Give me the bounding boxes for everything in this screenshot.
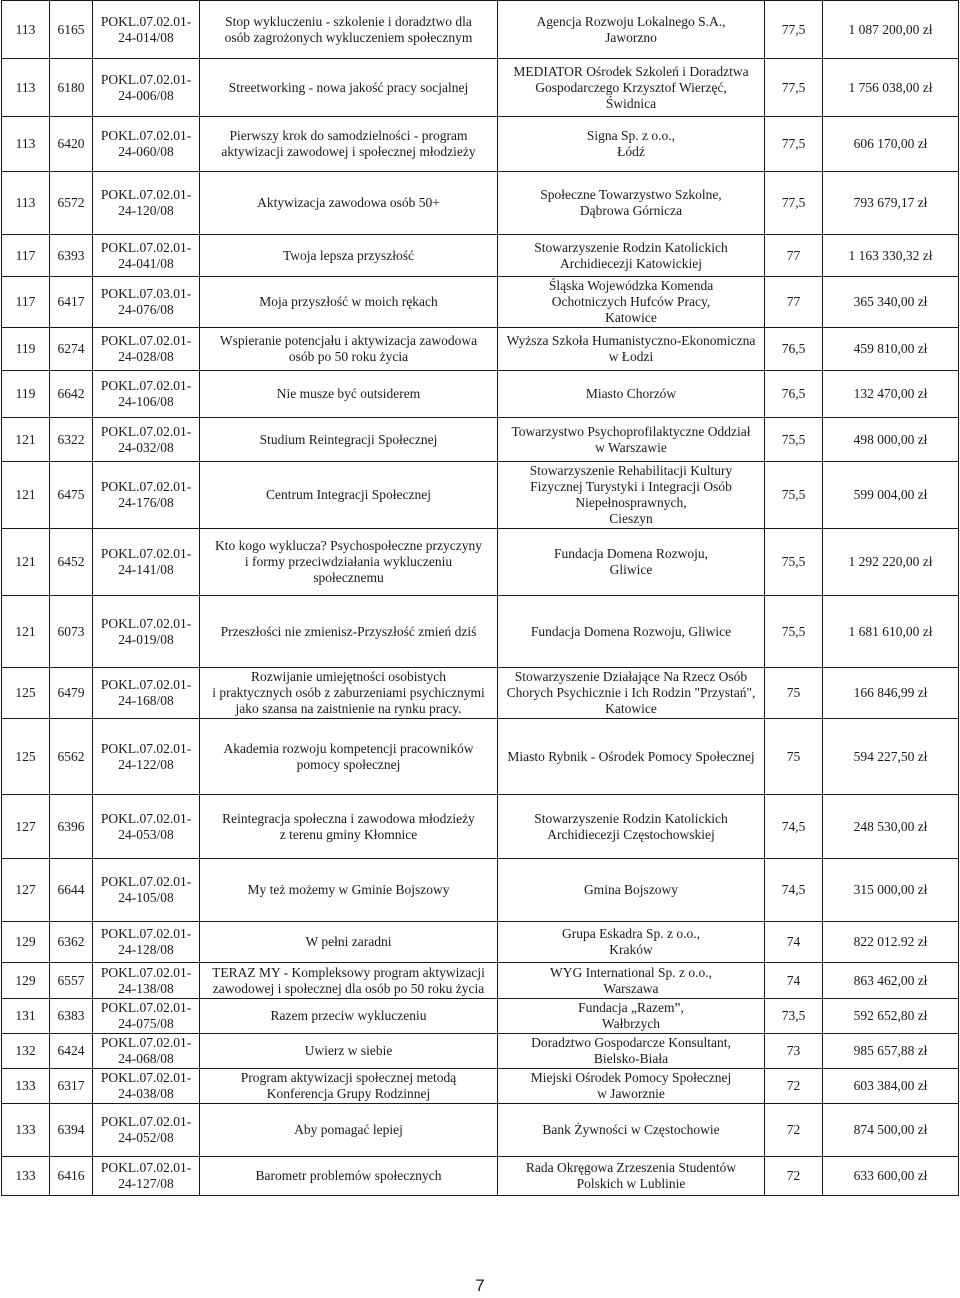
cell-points: 76,5 <box>765 328 823 371</box>
table-row <box>2 1157 959 1196</box>
cell-applicant: Miejski Ośrodek Pomocy Społecznej w Jaworznie <box>498 1069 765 1104</box>
cell-points: 75,5 <box>765 462 823 529</box>
cell-application-id: 6396 <box>50 795 93 859</box>
cell-project-number: POKL.07.02.01- 24-105/08 <box>93 859 200 922</box>
cell-project-title: Akademia rozwoju kompetencji pracowników pomocy społecznej <box>200 719 498 795</box>
cell-project-number: POKL.07.02.01- 24-019/08 <box>93 596 200 668</box>
cell-amount: 592 652,80 zł <box>823 999 959 1034</box>
cell-applicant: Doradztwo Gospodarcze Konsultant, Bielsko-Biała <box>498 1034 765 1069</box>
table-row <box>2 1104 959 1157</box>
cell-amount: 822 012.92 zł <box>823 922 959 963</box>
cell-amount: 459 810,00 zł <box>823 328 959 371</box>
cell-applicant: Społeczne Towarzystwo Szkolne, Dąbrowa Górnicza <box>498 172 765 235</box>
cell-position: 121 <box>2 418 50 462</box>
cell-application-id: 6420 <box>50 117 93 172</box>
cell-applicant: Agencja Rozwoju Lokalnego S.A., Jaworzno <box>498 1 765 59</box>
cell-project-title: Przeszłości nie zmienisz-Przyszłość zmień dziś <box>200 596 498 668</box>
cell-points: 77,5 <box>765 172 823 235</box>
cell-project-number: POKL.07.02.01- 24-041/08 <box>93 235 200 277</box>
cell-amount: 793 679,17 zł <box>823 172 959 235</box>
table-row <box>2 1 959 59</box>
cell-application-id: 6557 <box>50 963 93 999</box>
cell-amount: 498 000,00 zł <box>823 418 959 462</box>
table-row <box>2 795 959 859</box>
cell-position: 133 <box>2 1069 50 1104</box>
cell-position: 127 <box>2 859 50 922</box>
cell-project-title: Aby pomagać lepiej <box>200 1104 498 1157</box>
cell-position: 129 <box>2 922 50 963</box>
cell-points: 77,5 <box>765 117 823 172</box>
cell-project-number: POKL.07.02.01- 24-052/08 <box>93 1104 200 1157</box>
cell-amount: 874 500,00 zł <box>823 1104 959 1157</box>
cell-project-title: Twoja lepsza przyszłość <box>200 235 498 277</box>
cell-application-id: 6383 <box>50 999 93 1034</box>
cell-application-id: 6452 <box>50 529 93 596</box>
cell-position: 133 <box>2 1104 50 1157</box>
cell-position: 131 <box>2 999 50 1034</box>
cell-amount: 1 292 220,00 zł <box>823 529 959 596</box>
cell-application-id: 6572 <box>50 172 93 235</box>
table-row <box>2 172 959 235</box>
cell-applicant: Miasto Rybnik - Ośrodek Pomocy Społecznej <box>498 719 765 795</box>
cell-position: 113 <box>2 117 50 172</box>
cell-project-title: Aktywizacja zawodowa osób 50+ <box>200 172 498 235</box>
cell-points: 77 <box>765 277 823 328</box>
cell-position: 113 <box>2 172 50 235</box>
cell-applicant: Bank Żywności w Częstochowie <box>498 1104 765 1157</box>
cell-project-title: Wspieranie potencjału i aktywizacja zawodowa osób po 50 roku życia <box>200 328 498 371</box>
cell-project-title: Rozwijanie umiejętności osobistych i praktycznych osób z zaburzeniami psychicznymi jako szansa na zaistnienie na rynku pracy. <box>200 668 498 719</box>
cell-applicant: Rada Okręgowa Zrzeszenia Studentów Polskich w Lublinie <box>498 1157 765 1196</box>
cell-application-id: 6644 <box>50 859 93 922</box>
cell-project-number: POKL.07.02.01- 24-120/08 <box>93 172 200 235</box>
cell-position: 121 <box>2 462 50 529</box>
cell-amount: 166 846,99 zł <box>823 668 959 719</box>
cell-application-id: 6416 <box>50 1157 93 1196</box>
cell-project-number: POKL.07.02.01- 24-060/08 <box>93 117 200 172</box>
cell-application-id: 6362 <box>50 922 93 963</box>
cell-amount: 1 756 038,00 zł <box>823 59 959 117</box>
projects-table <box>1 0 959 1196</box>
cell-application-id: 6322 <box>50 418 93 462</box>
cell-applicant: Stowarzyszenie Rodzin Katolickich Archidiecezji Katowickiej <box>498 235 765 277</box>
cell-position: 133 <box>2 1157 50 1196</box>
table-row <box>2 596 959 668</box>
table-row <box>2 922 959 963</box>
cell-position: 113 <box>2 59 50 117</box>
table-row <box>2 277 959 328</box>
cell-amount: 132 470,00 zł <box>823 371 959 418</box>
cell-position: 117 <box>2 277 50 328</box>
cell-project-title: Reintegracja społeczna i zawodowa młodzieży z terenu gminy Kłomnice <box>200 795 498 859</box>
cell-points: 75,5 <box>765 529 823 596</box>
cell-application-id: 6165 <box>50 1 93 59</box>
cell-amount: 603 384,00 zł <box>823 1069 959 1104</box>
cell-amount: 606 170,00 zł <box>823 117 959 172</box>
cell-amount: 594 227,50 zł <box>823 719 959 795</box>
cell-amount: 1 681 610,00 zł <box>823 596 959 668</box>
cell-application-id: 6180 <box>50 59 93 117</box>
cell-amount: 248 530,00 zł <box>823 795 959 859</box>
cell-points: 76,5 <box>765 371 823 418</box>
cell-position: 113 <box>2 1 50 59</box>
cell-applicant: Towarzystwo Psychoprofilaktyczne Oddział w Warszawie <box>498 418 765 462</box>
cell-project-title: Centrum Integracji Społecznej <box>200 462 498 529</box>
cell-application-id: 6393 <box>50 235 93 277</box>
cell-points: 77 <box>765 235 823 277</box>
cell-position: 132 <box>2 1034 50 1069</box>
cell-project-title: Razem przeciw wykluczeniu <box>200 999 498 1034</box>
cell-points: 73,5 <box>765 999 823 1034</box>
cell-points: 72 <box>765 1104 823 1157</box>
cell-position: 121 <box>2 529 50 596</box>
cell-project-number: POKL.07.02.01- 24-032/08 <box>93 418 200 462</box>
cell-application-id: 6274 <box>50 328 93 371</box>
cell-project-title: W pełni zaradni <box>200 922 498 963</box>
cell-project-title: Pierwszy krok do samodzielności - program aktywizacji zawodowej i społecznej młodzieży <box>200 117 498 172</box>
cell-project-number: POKL.07.02.01- 24-068/08 <box>93 1034 200 1069</box>
cell-application-id: 6073 <box>50 596 93 668</box>
cell-project-title: Stop wykluczeniu - szkolenie i doradztwo dla osób zagrożonych wykluczeniem społecznym <box>200 1 498 59</box>
cell-points: 74 <box>765 922 823 963</box>
cell-project-title: Studium Reintegracji Społecznej <box>200 418 498 462</box>
cell-points: 77,5 <box>765 1 823 59</box>
cell-points: 72 <box>765 1069 823 1104</box>
cell-project-number: POKL.07.02.01- 24-128/08 <box>93 922 200 963</box>
page-number: 7 <box>475 1276 485 1295</box>
cell-points: 72 <box>765 1157 823 1196</box>
cell-project-number: POKL.07.02.01- 24-038/08 <box>93 1069 200 1104</box>
cell-points: 73 <box>765 1034 823 1069</box>
cell-applicant: Śląska Wojewódzka Komenda Ochotniczych Hufców Pracy, Katowice <box>498 277 765 328</box>
cell-project-title: Moja przyszłość w moich rękach <box>200 277 498 328</box>
cell-project-number: POKL.07.02.01- 24-028/08 <box>93 328 200 371</box>
cell-project-title: Streetworking - nowa jakość pracy socjalnej <box>200 59 498 117</box>
cell-position: 119 <box>2 328 50 371</box>
cell-applicant: WYG International Sp. z o.o., Warszawa <box>498 963 765 999</box>
table-row <box>2 1069 959 1104</box>
cell-points: 74 <box>765 963 823 999</box>
cell-project-title: My też możemy w Gminie Bojszowy <box>200 859 498 922</box>
cell-points: 74,5 <box>765 795 823 859</box>
table-row <box>2 1034 959 1069</box>
cell-applicant: Stowarzyszenie Rehabilitacji Kultury Fizycznej Turystyki i Integracji Osób Niepełnosprawnych, Cieszyn <box>498 462 765 529</box>
table-row <box>2 999 959 1034</box>
cell-project-title: Kto kogo wyklucza? Psychospołeczne przyczyny i formy przeciwdziałania wykluczeniu społecznemu <box>200 529 498 596</box>
cell-application-id: 6562 <box>50 719 93 795</box>
cell-applicant: MEDIATOR Ośrodek Szkoleń i Doradztwa Gospodarczego Krzysztof Wierzęć, Świdnica <box>498 59 765 117</box>
cell-application-id: 6475 <box>50 462 93 529</box>
cell-project-number: POKL.07.02.01- 24-106/08 <box>93 371 200 418</box>
cell-position: 129 <box>2 963 50 999</box>
cell-position: 121 <box>2 596 50 668</box>
cell-project-number: POKL.07.02.01- 24-006/08 <box>93 59 200 117</box>
cell-applicant: Grupa Eskadra Sp. z o.o., Kraków <box>498 922 765 963</box>
cell-application-id: 6417 <box>50 277 93 328</box>
cell-amount: 633 600,00 zł <box>823 1157 959 1196</box>
cell-position: 125 <box>2 668 50 719</box>
cell-amount: 1 087 200,00 zł <box>823 1 959 59</box>
cell-position: 117 <box>2 235 50 277</box>
cell-application-id: 6394 <box>50 1104 93 1157</box>
cell-project-number: POKL.07.02.01- 24-122/08 <box>93 719 200 795</box>
cell-project-number: POKL.07.02.01- 24-075/08 <box>93 999 200 1034</box>
cell-applicant: Fundacja Domena Rozwoju, Gliwice <box>498 596 765 668</box>
table-row <box>2 719 959 795</box>
cell-amount: 985 657,88 zł <box>823 1034 959 1069</box>
cell-applicant: Stowarzyszenie Rodzin Katolickich Archidiecezji Częstochowskiej <box>498 795 765 859</box>
table-row <box>2 859 959 922</box>
cell-project-title: Program aktywizacji społecznej metodą Konferencja Grupy Rodzinnej <box>200 1069 498 1104</box>
cell-applicant: Signa Sp. z o.o., Łódź <box>498 117 765 172</box>
cell-points: 75,5 <box>765 596 823 668</box>
cell-project-title: Barometr problemów społecznych <box>200 1157 498 1196</box>
cell-project-title: TERAZ MY - Kompleksowy program aktywizacji zawodowej i społecznej dla osób po 50 roku życia <box>200 963 498 999</box>
cell-project-number: POKL.07.02.01- 24-127/08 <box>93 1157 200 1196</box>
cell-project-number: POKL.07.02.01- 24-053/08 <box>93 795 200 859</box>
cell-position: 125 <box>2 719 50 795</box>
cell-application-id: 6317 <box>50 1069 93 1104</box>
table-row <box>2 963 959 999</box>
table-row <box>2 529 959 596</box>
cell-project-number: POKL.07.02.01- 24-176/08 <box>93 462 200 529</box>
cell-points: 75 <box>765 668 823 719</box>
cell-amount: 863 462,00 zł <box>823 963 959 999</box>
cell-applicant: Stowarzyszenie Działające Na Rzecz Osób Chorych Psychicznie i Ich Rodzin "Przystań", Katowice <box>498 668 765 719</box>
cell-applicant: Wyższa Szkoła Humanistyczno-Ekonomiczna w Łodzi <box>498 328 765 371</box>
cell-project-number: POKL.07.02.01- 24-141/08 <box>93 529 200 596</box>
cell-project-number: POKL.07.02.01- 24-138/08 <box>93 963 200 999</box>
table-body <box>2 1 959 1196</box>
cell-amount: 599 004,00 zł <box>823 462 959 529</box>
cell-application-id: 6642 <box>50 371 93 418</box>
cell-position: 119 <box>2 371 50 418</box>
cell-applicant: Fundacja Domena Rozwoju, Gliwice <box>498 529 765 596</box>
cell-points: 75,5 <box>765 418 823 462</box>
cell-project-number: POKL.07.02.01- 24-168/08 <box>93 668 200 719</box>
cell-points: 75 <box>765 719 823 795</box>
cell-amount: 1 163 330,32 zł <box>823 235 959 277</box>
table-row <box>2 418 959 462</box>
cell-application-id: 6424 <box>50 1034 93 1069</box>
cell-applicant: Fundacja „Razem”, Wałbrzych <box>498 999 765 1034</box>
cell-points: 74,5 <box>765 859 823 922</box>
table-row <box>2 668 959 719</box>
table-row <box>2 328 959 371</box>
cell-amount: 315 000,00 zł <box>823 859 959 922</box>
table-row <box>2 59 959 117</box>
cell-project-number: POKL.07.03.01- 24-076/08 <box>93 277 200 328</box>
cell-position: 127 <box>2 795 50 859</box>
cell-applicant: Gmina Bojszowy <box>498 859 765 922</box>
table-row <box>2 462 959 529</box>
table-row <box>2 371 959 418</box>
cell-project-title: Nie musze być outsiderem <box>200 371 498 418</box>
cell-applicant: Miasto Chorzów <box>498 371 765 418</box>
cell-points: 77,5 <box>765 59 823 117</box>
cell-amount: 365 340,00 zł <box>823 277 959 328</box>
cell-project-title: Uwierz w siebie <box>200 1034 498 1069</box>
cell-project-number: POKL.07.02.01- 24-014/08 <box>93 1 200 59</box>
table-row <box>2 235 959 277</box>
cell-application-id: 6479 <box>50 668 93 719</box>
table-row <box>2 117 959 172</box>
